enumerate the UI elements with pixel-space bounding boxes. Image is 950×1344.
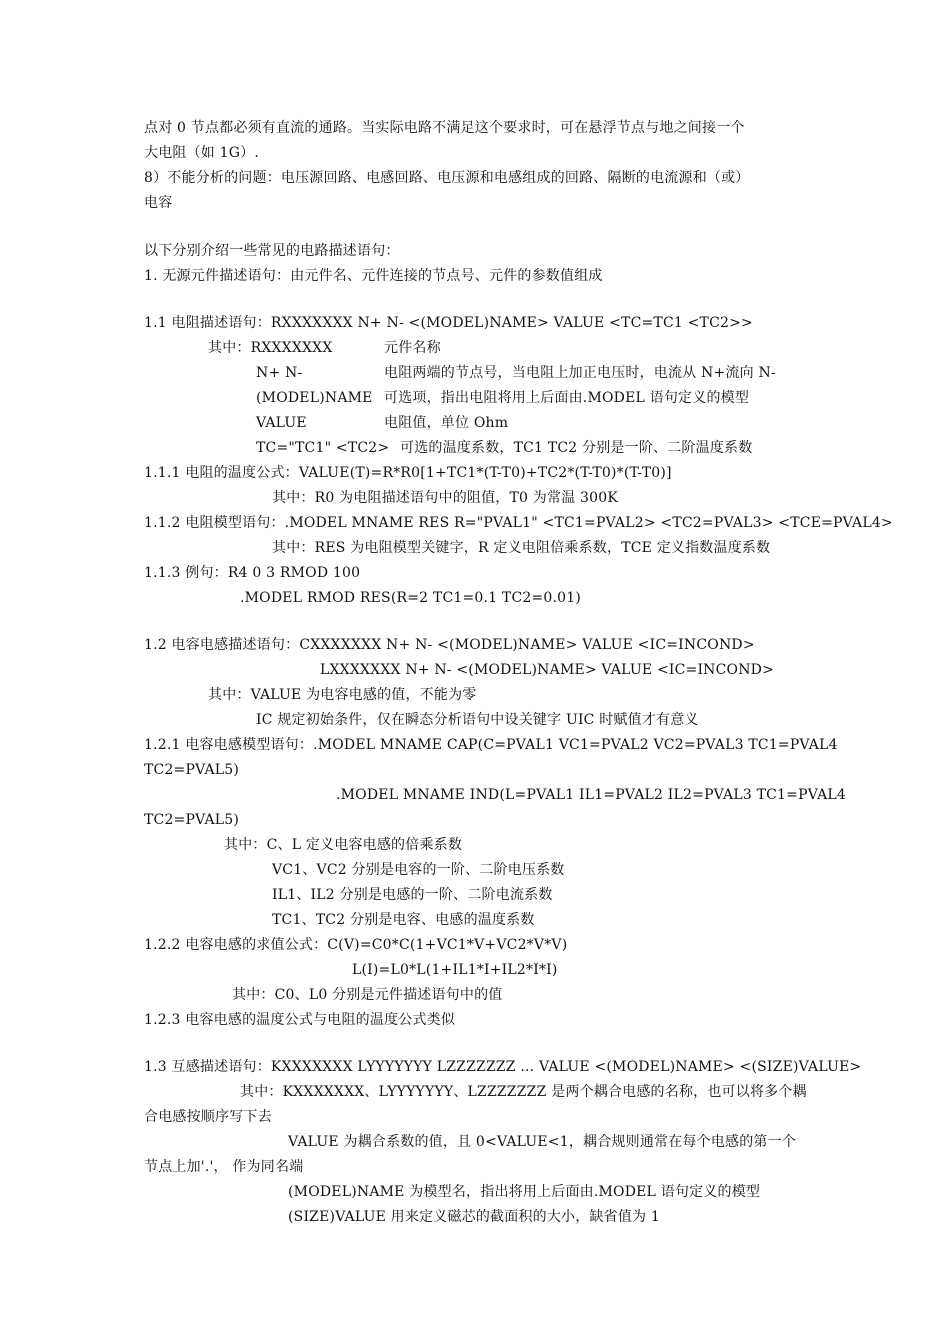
text-line: VALUE 为耦合系数的值，且 0<VALUE<1，耦合规则通常在每个电感的第一个 [288, 1134, 797, 1150]
heading-cap-ind-model: 1.2.1 电容电感模型语句：.MODEL MNAME CAP(C=PVAL1 VC1=PVAL2 VC2=PVAL3 TC1=PVAL4 [144, 737, 838, 753]
heading-mutual-inductance: 1.3 互感描述语句：KXXXXXXX LYYYYYYY LZZZZZZZ ... VALUE <(MODEL)NAME> <(SIZE)VALUE> [144, 1059, 862, 1075]
text-line: VC1、VC2 分别是电容的一阶、二阶电压系数 [272, 862, 565, 878]
heading-resistor-model: 1.1.2 电阻模型语句：.MODEL MNAME RES R="PVAL1" <TC1=PVAL2> <TC2=PVAL3> <TCE=PVAL4> [144, 515, 893, 531]
text-line: 节点上加'.'， 作为同名端 [144, 1159, 304, 1175]
text-line: 8）不能分析的问题：电压源回路、电感回路、电压源和电感组成的回路、隔断的电流源和（或） [144, 170, 750, 186]
heading-resistor-temp: 1.1.1 电阻的温度公式：VALUE(T)=R*R0[1+TC1*(T-T0)+TC2*(T-T0)*(T-T0)] [144, 465, 672, 481]
text-line: 可选的温度系数，TC1 TC2 分别是一阶、二阶温度系数 [400, 440, 753, 456]
heading-passive-elements: 1. 无源元件描述语句：由元件名、元件连接的节点号、元件的参数值组成 [144, 268, 603, 284]
heading-resistor-example: 1.1.3 例句：R4 0 3 RMOD 100 [144, 565, 361, 581]
text-line: TC="TC1" <TC2> [256, 440, 390, 456]
text-line: IL1、IL2 分别是电感的一阶、二阶电流系数 [272, 887, 553, 903]
text-line: 大电阻（如 1G）. [144, 145, 259, 161]
heading-cap-ind-formula: 1.2.2 电容电感的求值公式：C(V)=C0*C(1+VC1*V+VC2*V*V) [144, 937, 568, 953]
text-line: 电阻值，单位 Ohm [384, 415, 509, 431]
text-line: 点对 0 节点都必须有直流的通路。当实际电路不满足这个要求时，可在悬浮节点与地之间接一个 [144, 120, 745, 136]
heading-cap-ind-temp: 1.2.3 电容电感的温度公式与电阻的温度公式类似 [144, 1012, 456, 1028]
text-line: N+ N- [256, 365, 303, 381]
text-line: 电容 [144, 195, 173, 211]
text-line: 其中：C、L 定义电容电感的倍乘系数 [224, 837, 463, 853]
text-line: TC1、TC2 分别是电容、电感的温度系数 [272, 912, 535, 928]
text-line: LXXXXXXX N+ N- <(MODEL)NAME> VALUE <IC=INCOND> [320, 662, 775, 678]
text-line: 以下分别介绍一些常见的电路描述语句： [144, 243, 400, 259]
text-line: VALUE [256, 415, 307, 431]
text-line: (MODEL)NAME [256, 390, 373, 406]
text-line: 合电感按顺序写下去 [144, 1109, 272, 1125]
text-line: (SIZE)VALUE 用来定义磁芯的截面积的大小，缺省值为 1 [288, 1209, 661, 1225]
text-line: TC2=PVAL5) [144, 812, 240, 828]
text-line: 其中：VALUE 为电容电感的值，不能为零 [208, 687, 477, 703]
text-line: L(I)=L0*L(1+IL1*I+IL2*I*I) [352, 962, 558, 978]
text-line: IC 规定初始条件，仅在瞬态分析语句中设关键字 UIC 时赋值才有意义 [256, 712, 699, 728]
text-line: .MODEL RMOD RES(R=2 TC1=0.1 TC2=0.01) [240, 590, 582, 606]
text-line: 其中：RXXXXXXX [208, 340, 333, 356]
heading-cap-ind: 1.2 电容电感描述语句：CXXXXXXX N+ N- <(MODEL)NAME> VALUE <IC=INCOND> [144, 637, 755, 653]
text-line: (MODEL)NAME 为模型名，指出将用上后面由.MODEL 语句定义的模型 [288, 1184, 761, 1200]
text-line: 元件名称 [384, 340, 441, 356]
heading-resistor: 1.1 电阻描述语句：RXXXXXXX N+ N- <(MODEL)NAME> VALUE <TC=TC1 <TC2>> [144, 315, 753, 331]
text-line: 可选项，指出电阻将用上后面由.MODEL 语句定义的模型 [384, 390, 750, 406]
text-line: 其中：RES 为电阻模型关键字，R 定义电阻倍乘系数，TCE 定义指数温度系数 [272, 540, 771, 556]
text-line: TC2=PVAL5) [144, 762, 240, 778]
text-line: 其中：R0 为电阻描述语句中的阻值，T0 为常温 300K [272, 490, 619, 506]
text-line: 其中：C0、L0 分别是元件描述语句中的值 [232, 987, 503, 1003]
text-line: 其中：KXXXXXXX、LYYYYYYY、LZZZZZZZ 是两个耦合电感的名称，也可以将多个耦 [240, 1084, 807, 1100]
text-line: .MODEL MNAME IND(L=PVAL1 IL1=PVAL2 IL2=PVAL3 TC1=PVAL4 [336, 787, 846, 803]
text-line: 电阻两端的节点号，当电阻上加正电压时，电流从 N+流向 N- [384, 365, 776, 381]
